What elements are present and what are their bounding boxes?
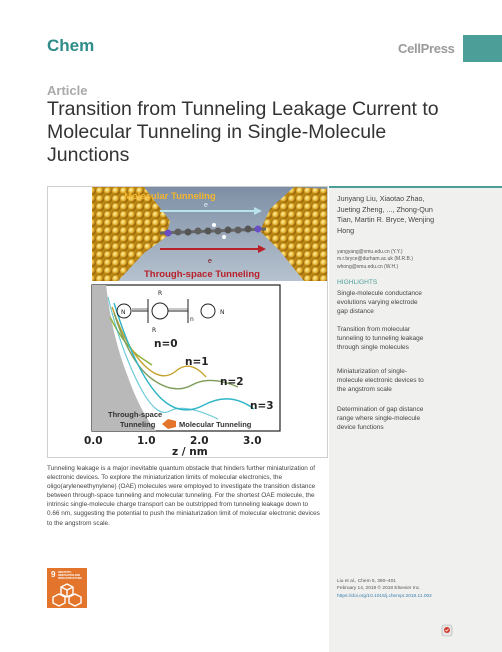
highlight-item: Determination of gap distance range where single-molecule device functions — [337, 406, 424, 432]
graphical-abstract-figure — [48, 187, 327, 457]
check-for-updates-icon[interactable] — [441, 624, 453, 642]
author-list: Junyang Liu, Xiaotao Zhao, Jueting Zheng, ..., Zhong-Qun Tian, Martin R. Bryce, Wenjing Hong — [337, 194, 435, 235]
molecular-tunneling-label: Molecular Tunneling — [124, 191, 216, 202]
curve-label-n2: n=2 — [220, 376, 244, 388]
electron-label-bottom: e — [208, 258, 212, 265]
sidebar-accent-rule — [329, 186, 502, 188]
x-tick-1: 1.0 — [137, 435, 156, 447]
curve-label-n3: n=3 — [250, 400, 274, 412]
substituent-r-bottom: R — [152, 327, 157, 334]
email-link[interactable]: whong@xmu.edu.cn (W.H.) — [337, 263, 399, 270]
citation-line: Liu et al., Chem 5, 390–401 — [337, 579, 396, 584]
x-axis-label: z / nm — [172, 446, 208, 457]
substituent-r-top: R — [158, 290, 163, 297]
curve-label-n1: n=1 — [185, 356, 209, 368]
curve-label-n0: n=0 — [154, 338, 178, 350]
x-tick-2: 2.0 — [190, 435, 209, 447]
correspondence-emails — [337, 249, 413, 271]
citation-info — [337, 578, 432, 600]
x-tick-3: 3.0 — [243, 435, 262, 447]
citation-line: February 14, 2019 © 2018 Elsevier Inc. — [337, 586, 421, 592]
sdg-title: INDUSTRY, INNOVATION AND INFRASTRUCTURE — [58, 571, 82, 580]
publisher-logo-mark — [463, 35, 502, 62]
graphical-abstract — [47, 186, 328, 458]
region-label-through-space: Through-space Tunneling — [108, 410, 163, 429]
doi-link[interactable]: https://doi.org/10.1016/j.chempr.2018.11.002 — [337, 593, 432, 599]
through-space-label: Through-space Tunneling — [144, 269, 260, 280]
pyridine-n-left: N — [121, 309, 126, 316]
electron-label-top: e — [204, 202, 208, 209]
region-label-molecular: Molecular Tunneling — [179, 420, 252, 429]
highlight-item: Miniaturization of single-molecule electronic devices to the angstrom scale — [337, 368, 424, 394]
highlight-item: Transition from molecular tunneling to tunneling leakage through single molecules — [337, 326, 424, 352]
x-tick-0: 0.0 — [84, 435, 103, 447]
publisher-logo: CellPress — [398, 41, 455, 56]
article-type-label: Article — [47, 83, 88, 98]
pyridine-n-right: N — [220, 309, 225, 316]
article-title: Transition from Tunneling Leakage Current to Molecular Tunneling in Single-Molecule Junctions — [47, 98, 439, 166]
email-link[interactable]: yangyang@xmu.edu.cn (Y.Y.) — [337, 249, 403, 255]
highlights-heading: HIGHLIGHTS — [337, 279, 378, 286]
journal-logo: Chem — [47, 36, 95, 55]
sdg-number: 9 — [51, 570, 56, 579]
email-link[interactable]: m.r.bryce@durham.ac.uk (M.R.B.) — [337, 256, 413, 263]
highlight-item: Single-molecule conductance evolutions varying electrode gap distance — [337, 290, 422, 316]
repeat-n-subscript: n — [190, 316, 194, 323]
abstract-text: Tunneling leakage is a major inevitable quantum obstacle that hinders further miniaturization of electronic devices. To explore the miniaturization limits of molecular electronics, the oligo(aryleneethynylene) (OAE) molecules were employed to investigate the transition distance between through-space tunneling and molecular tunneling. For the shortest OAE molecule, the intrinsic single-molecule charge transport can be outstripped from tunneling leakage down to 0.66 nm, suggesting the potential to push the miniaturization limit of molecular electronic devices to the angstrom scale. — [47, 465, 320, 527]
